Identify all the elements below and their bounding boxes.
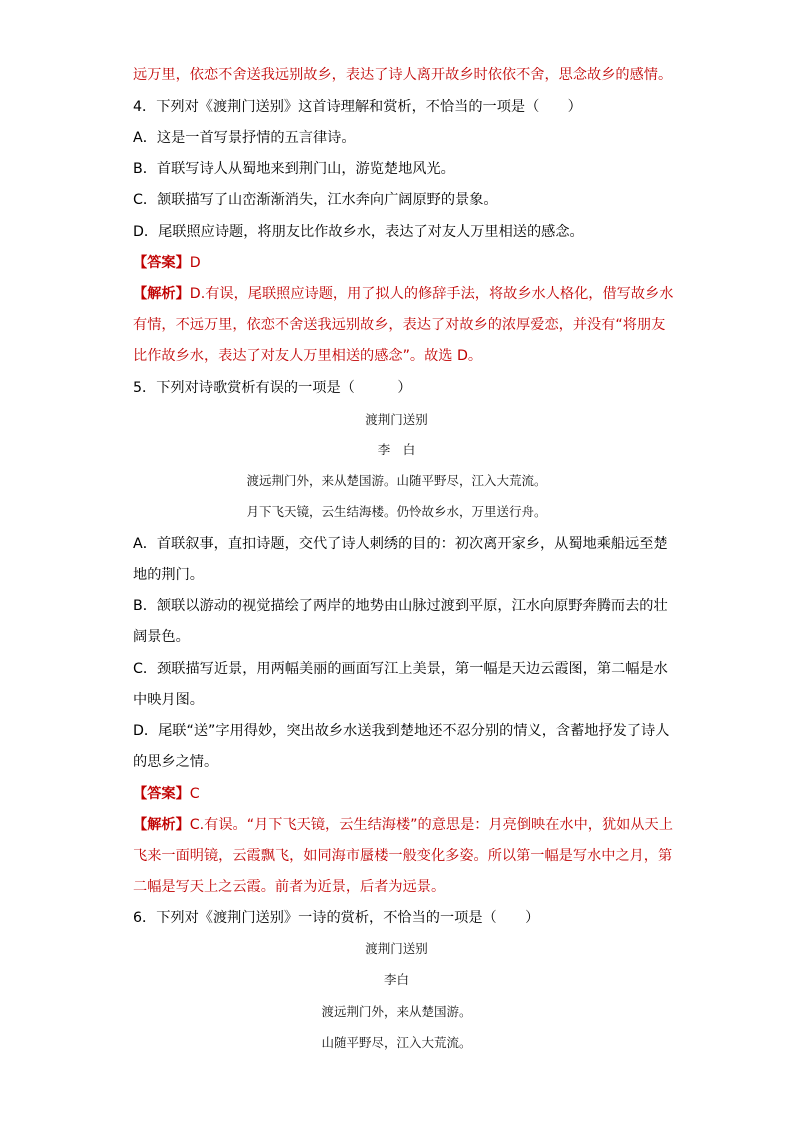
q5-answer: [133, 784, 663, 804]
q4-option-a: A．这是一首写景抒情的五言律诗。: [133, 130, 356, 146]
q5-option-c-line-2: 中映月图。: [133, 692, 204, 708]
q4-option-c: C．颔联描写了山峦渐渐消失，江水奔向广阔原野的景象。: [133, 192, 498, 208]
q6-poem-line-2: 山随平野尽，江入大荒流。: [321, 1035, 472, 1050]
q5-option-c-line-1: C．颈联描写近景，用两幅美丽的画面写江上美景，第一幅是天边云霞图，第二幅是水: [133, 661, 668, 677]
q5-analysis-line-1: 【解析】C.有误。“月下飞天镜，云生结海楼”的意思是：月亮倒映在水中，犹如从天上: [133, 817, 673, 833]
answer-value: C: [189, 786, 200, 802]
analysis-tag: 【解析】: [133, 817, 190, 833]
q4-option-b: B．首联写诗人从蜀地来到荆门山，游览楚地风光。: [133, 161, 455, 177]
answer-value: D: [189, 255, 201, 271]
q6-poem-title: 渡荆门送别: [365, 941, 428, 956]
q5-analysis-line-3: 二幅是写天上之云霞。前者为近景，后者为远景。: [133, 879, 446, 895]
answer-tag: 【答案】: [133, 786, 190, 802]
q4-option-d: D．尾联照应诗题，将朋友比作故乡水，表达了对友人万里相送的感念。: [133, 224, 584, 240]
q4-analysis-line-2: 有情，不远万里，依恋不舍送我远别故乡，表达了对故乡的浓厚爱恋，并没有“将朋友: [133, 317, 666, 333]
q4-stem: 4．下列对《渡荆门送别》这首诗理解和赏析，不恰当的一项是（ ）: [133, 99, 582, 115]
q5-poem-title: 渡荆门送别: [365, 412, 428, 427]
q5-option-d-line-1: D．尾联“送”字用得妙，突出故乡水送我到楚地还不忍分别的情义，含蓄地抒发了诗人: [133, 723, 670, 739]
q5-poem-line-1: 渡远荆门外，来从楚国游。山随平野尽，江入大荒流。: [246, 473, 547, 488]
q5-option-b-line-1: B．颔联以游动的视觉描绘了两岸的地势由山脉过渡到平原，江水向原野奔腾而去的壮: [133, 598, 668, 614]
q5-poem-author: 李 白: [377, 442, 416, 457]
answer-tag: 【答案】: [133, 255, 190, 271]
q5-analysis-line-2: 飞来一面明镜，云霞飘飞，如同海市蜃楼一般变化多姿。所以第一幅是写水中之月，第: [133, 848, 673, 864]
analysis-tag: 【解析】: [133, 286, 190, 302]
q3-analysis-tail: 远万里，依恋不舍送我远别故乡，表达了诗人离开故乡时依依不舍，思念故乡的感情。: [133, 67, 673, 83]
q5-stem: 5．下列对诗歌赏析有误的一项是（ ）: [133, 380, 412, 396]
q4-analysis-line-3: 比作故乡水，表达了对友人万里相送的感念”。故选 D。: [133, 348, 483, 364]
q5-poem-line-2: 月下飞天镜，云生结海楼。仍怜故乡水，万里送行舟。: [246, 504, 547, 519]
q4-answer: [133, 253, 663, 273]
q4-analysis-line-1: 【解析】D.有误，尾联照应诗题，用了拟人的修辞手法，将故乡水人格化，借写故乡水: [133, 286, 674, 302]
q6-poem-author: 李白: [383, 972, 409, 987]
q5-option-a-line-1: A．首联叙事，直扣诗题，交代了诗人刺绣的目的：初次离开家乡，从蜀地乘船远至楚: [133, 536, 668, 552]
q5-option-b-line-2: 阔景色。: [133, 629, 190, 645]
q5-option-a-line-2: 地的荆门。: [133, 567, 204, 583]
q5-option-d-line-2: 的思乡之情。: [133, 754, 219, 770]
q6-poem-line-1: 渡远荆门外，来从楚国游。: [321, 1004, 472, 1019]
q6-stem: 6．下列对《渡荆门送别》一诗的赏析，不恰当的一项是（ ）: [133, 910, 540, 926]
